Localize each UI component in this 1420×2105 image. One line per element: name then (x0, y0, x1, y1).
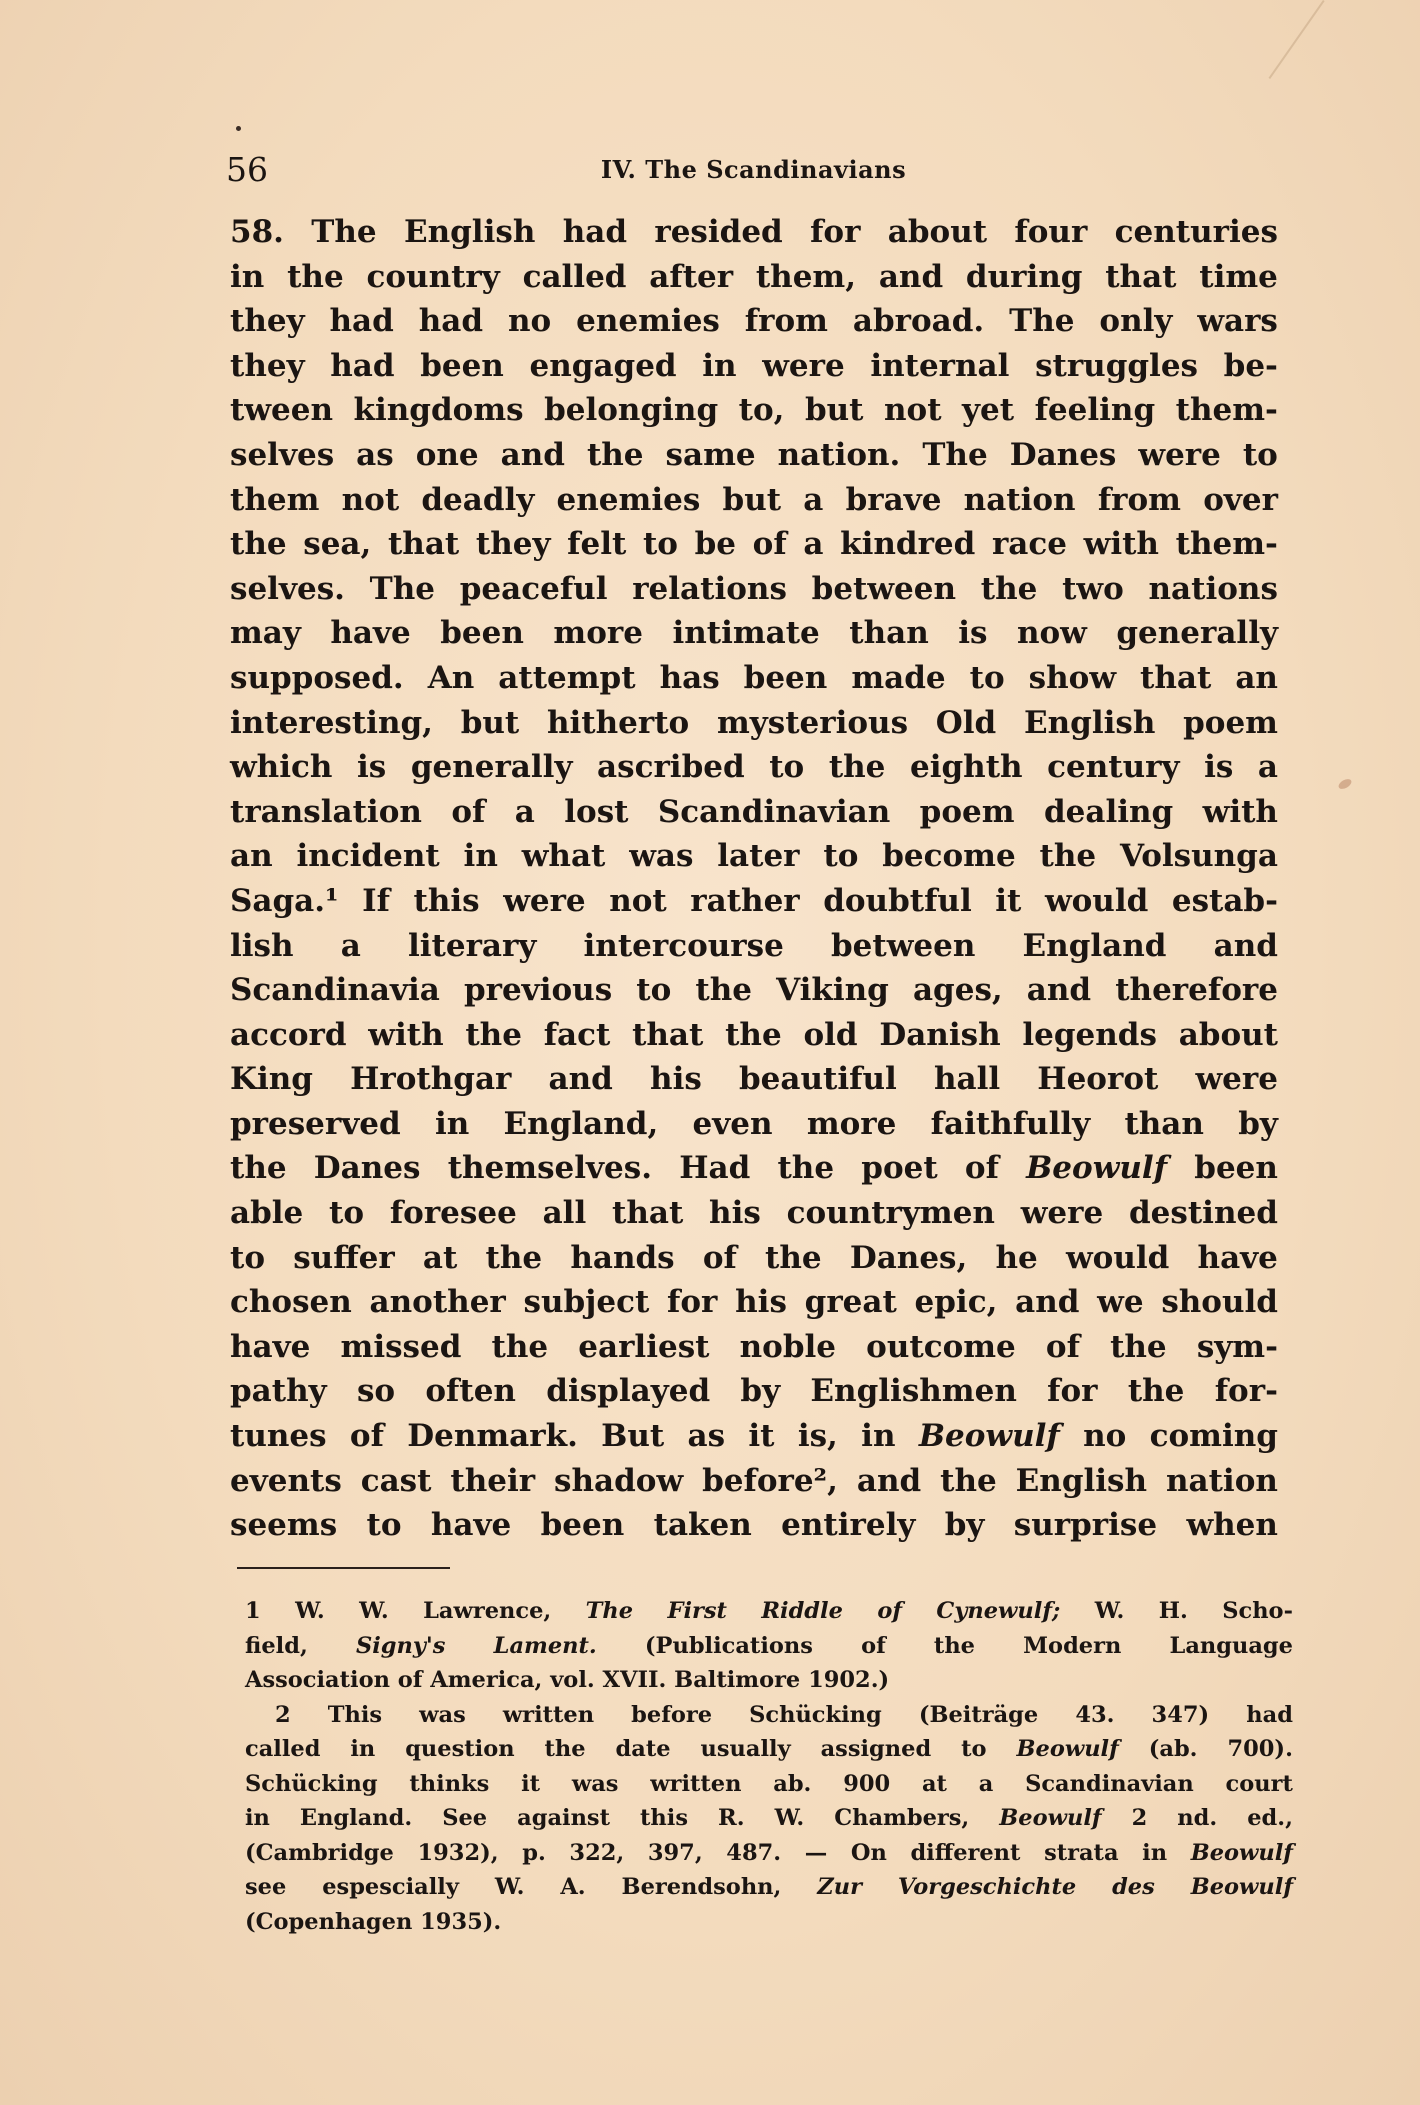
text-line: (Cambridge 1932), p. 322, 397, 487. — On different strata in Beowulf (245, 1839, 1293, 1866)
page-crease (1269, 0, 1325, 79)
page-header (226, 150, 1281, 190)
text-line: selves. The peaceful relations between the two nations (230, 570, 1278, 607)
text-line: Schücking thinks it was written ab. 900 at a Scandinavian court (245, 1770, 1293, 1797)
text-line: selves as one and the same nation. The Danes were to (230, 436, 1278, 473)
text-line: may have been more intimate than is now generally (230, 615, 1278, 652)
text-line: King Hrothgar and his beautiful hall Heorot were (230, 1061, 1278, 1098)
text-line: the Danes themselves. Had the poet of Beowulf been (230, 1150, 1278, 1187)
text-line: 2 This was written before Schücking (Beiträge 43. 347) had (275, 1701, 1293, 1728)
text-line: tween kingdoms belonging to, but not yet feeling them- (230, 392, 1278, 429)
text-line: the sea, that they felt to be of a kindred race with them- (230, 526, 1278, 563)
text-line: they had had no enemies from abroad. The only wars (230, 303, 1278, 340)
text-line: to suffer at the hands of the Danes, he would have (230, 1239, 1278, 1276)
text-line: preserved in England, even more faithfully than by (230, 1105, 1278, 1142)
text-line: 1 W. W. Lawrence, The First Riddle of Cynewulf; W. H. Scho- (245, 1598, 1293, 1624)
text-line: 58. The English had resided for about four centuries (230, 214, 1278, 250)
page-number: 56 (226, 150, 268, 189)
text-line: (Copenhagen 1935). (245, 1908, 502, 1935)
text-line: supposed. An attempt has been made to show that an (230, 659, 1278, 696)
text-line: see espescially W. A. Berendsohn, Zur Vorgeschichte des Beowulf (245, 1874, 1293, 1900)
text-line: translation of a lost Scandinavian poem dealing with (230, 793, 1278, 830)
text-line: chosen another subject for his great epic, and we should (230, 1284, 1278, 1321)
paper-speck (1337, 777, 1353, 791)
text-line: they had been engaged in were internal struggles be- (230, 347, 1278, 384)
text-line: Scandinavia previous to the Viking ages, and therefore (230, 972, 1278, 1009)
text-line: Saga.¹ If this were not rather doubtful it would estab- (230, 882, 1278, 919)
text-line: able to foresee all that his countrymen were destined (230, 1195, 1278, 1232)
main-text (230, 210, 1278, 1548)
text-line: tunes of Denmark. But as it is, in Beowulf no coming (230, 1418, 1278, 1455)
text-line: accord with the fact that the old Danish legends about (230, 1016, 1278, 1053)
text-line: events cast their shadow before², and the English nation (230, 1462, 1278, 1499)
text-line: in the country called after them, and during that time (230, 258, 1278, 295)
ink-dot (236, 126, 241, 131)
text-line: them not deadly enemies but a brave nation from over (230, 481, 1278, 518)
footnotes (245, 1594, 1293, 1939)
text-line: an incident in what was later to become the Volsunga (230, 838, 1278, 875)
text-line: lish a literary intercourse between England and (230, 927, 1278, 964)
running-head: IV. The Scandinavians (600, 155, 907, 184)
text-line: seems to have been taken entirely by surprise when (230, 1507, 1278, 1544)
text-line: field, Signy's Lament. (Publications of the Modern Language (245, 1632, 1293, 1659)
text-line: which is generally ascribed to the eighth century is a (230, 749, 1278, 786)
text-line: called in question the date usually assigned to Beowulf (ab. 700). (245, 1736, 1293, 1762)
text-line: Association of America, vol. XVII. Baltimore 1902.) (245, 1667, 890, 1693)
text-line: pathy so often displayed by Englishmen for the for- (230, 1373, 1278, 1410)
footnote-rule (237, 1567, 450, 1569)
text-line: in England. See against this R. W. Chambers, Beowulf 2 nd. ed., (245, 1805, 1293, 1831)
text-line: interesting, but hitherto mysterious Old English poem (230, 704, 1278, 741)
text-line: have missed the earliest noble outcome of the sym- (230, 1328, 1278, 1365)
